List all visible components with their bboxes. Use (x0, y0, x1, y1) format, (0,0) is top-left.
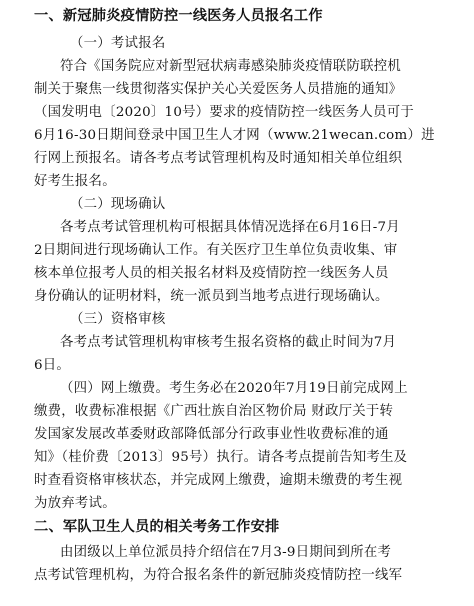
section-heading-2: 二、军队卫生人员的相关考务工作安排 (34, 519, 280, 535)
subsection-title-registration: （一）考试报名 (70, 36, 166, 51)
paragraph-line: 时查看资格审核状态，并完成网上缴费，逾期未缴费的考生视 (34, 473, 403, 488)
subsection-title-onsite-confirmation: （二）现场确认 (70, 197, 166, 212)
paragraph-line: 知》（桂价费〔2013〕95号）执行。请各考点提前告知考生及 (34, 450, 408, 465)
paragraph-line: 6日。 (34, 358, 71, 373)
paragraph-line-online-payment: （四）网上缴费。考生务必在2020年7月19日前完成网上 (60, 381, 408, 396)
paragraph-line: 制关于聚焦一线贯彻落实保护关心关爱医务人员措施的通知》 (34, 82, 403, 97)
paragraph-line: 符合《国务院应对新型冠状病毒感染肺炎疫情联防联控机 (60, 59, 402, 74)
paragraph-line: 好考生报名。 (34, 174, 116, 189)
paragraph-line: 由团级以上单位派员持介绍信在7月3-9日期间到所在考 (60, 545, 392, 560)
section-heading-1: 一、新冠肺炎疫情防控一线医务人员报名工作 (34, 8, 323, 24)
paragraph-line: 身份确认的证明材料，统一派员到当地考点进行现场确认。 (34, 289, 389, 304)
paragraph-line: 缴费，收费标准根据《广西壮族自治区物价局 财政厅关于转 (34, 404, 394, 419)
paragraph-line: （国发明电〔2020〕10号）要求的疫情防控一线医务人员可于 (34, 105, 414, 120)
paragraph-line: 行网上预报名。请各考点考试管理机构及时通知相关单位组织 (34, 151, 403, 166)
paragraph-line: 2日期间进行现场确认工作。有关医疗卫生单位负责收集、审 (34, 243, 398, 258)
paragraph-line: 各考点考试管理机构可根据具体情况选择在6月16日-7月 (60, 220, 400, 235)
subsection-title-qualification-review: （三）资格审核 (70, 312, 166, 327)
paragraph-line: 6月16-30日期间登录中国卫生人才网（www.21wecan.com）进 (34, 128, 435, 143)
paragraph-line: 点考试管理机构，为符合报名条件的新冠肺炎疫情防控一线军 (34, 568, 403, 583)
paragraph-line: 各考点考试管理机构审核考生报名资格的截止时间为7月 (60, 335, 397, 350)
paragraph-line: 发国家发展改革委财政部降低部分行政事业性收费标准的通 (34, 427, 389, 442)
paragraph-line: 核本单位报考人员的相关报名材料及疫情防控一线医务人员 (34, 266, 389, 281)
paragraph-line: 为放弃考试。 (34, 496, 116, 511)
